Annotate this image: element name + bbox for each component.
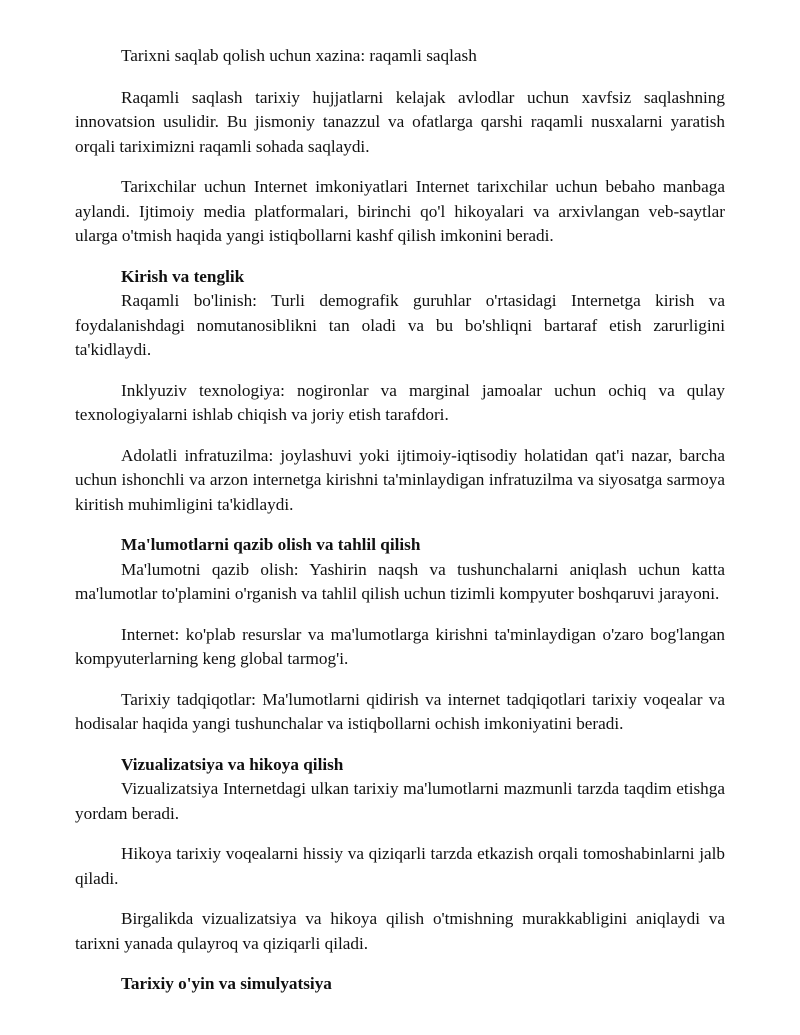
section-paragraph: Internet: ko'plab resurslar va ma'lumotlarga kirishni ta'minlaydigan o'zaro bog'langan kompyuterlarning keng global tarmog'i. <box>75 624 725 668</box>
document-page <box>75 44 725 997</box>
section-heading: Ma'lumotlarni qazib olish va tahlil qilish <box>121 535 421 554</box>
section-paragraph: Vizualizatsiya Internetdagi ulkan tarixiy ma'lumotlarni mazmunli tarzda taqdim etishga yordam beradi. <box>75 779 725 823</box>
intro-paragraph-2: Tarixchilar uchun Internet imkoniyatlari Internet tarixchilar uchun bebaho manbaga aylandi. Ijtimoiy media platformalari, birinchi qo'l hikoyalari va arxivlangan veb-saytlar ularga o'tmish haqida yangi istiqbollarni kashf qilish imkonini beradi. <box>75 177 725 245</box>
section-paragraph: Raqamli bo'linish: Turli demografik guruhlar o'rtasidagi Internetga kirish va foydalanishdagi nomutanosiblikni tan oladi va bu bo'shliqni bartaraf etish zarurligini ta'kidlaydi. <box>75 291 725 359</box>
section-paragraph: Tarixiy tadqiqotlar: Ma'lumotlarni qidirish va internet tadqiqotlari tarixiy voqealar va hodisalar haqida yangi tushunchalar va istiqbollarni ochish imkoniyatini beradi. <box>75 689 725 733</box>
section-paragraph: Ma'lumotni qazib olish: Yashirin naqsh va tushunchalarni aniqlash uchun katta ma'lumotlar to'plamini o'rganish va tahlil qilish uchun tizimli kompyuter boshqaruvi jarayoni. <box>75 559 725 603</box>
section-kirish-va-tenglik <box>75 265 725 518</box>
section-paragraph: Adolatli infratuzilma: joylashuvi yoki ijtimoiy-iqtisodiy holatidan qat'i nazar, barcha uchun ishonchli va arzon internetga kirishni ta'minlaydigan infratuzilma va siyosatga sarmoya kiritish muhimligini ta'kidlaydi. <box>75 445 725 514</box>
section-paragraph: Hikoya tarixiy voqealarni hissiy va qiziqarli tarzda etkazish orqali tomoshabinlarni jalb qiladi. <box>75 844 725 888</box>
section-malumotlarni-qazib-olish <box>75 533 725 737</box>
section-vizualizatsiya-va-hikoya <box>75 753 725 957</box>
document-title-line: Tarixni saqlab qolish uchun xazina: raqamli saqlash <box>121 46 477 65</box>
section-heading: Tarixiy o'yin va simulyatsiya <box>121 974 332 993</box>
section-paragraph: Inklyuziv texnologiya: nogironlar va marginal jamoalar uchun ochiq va qulay texnologiyalarni ishlab chiqish va joriy etish tarafdori. <box>75 380 725 424</box>
section-paragraph: Birgalikda vizualizatsiya va hikoya qilish o'tmishning murakkabligini aniqlaydi va tarixni yanada qulayroq va qiziqarli qiladi. <box>75 909 725 953</box>
section-heading: Vizualizatsiya va hikoya qilish <box>121 754 344 774</box>
section-tarixiy-oyin-va-simulyatsiya <box>75 972 725 997</box>
intro-paragraph-1: Raqamli saqlash tarixiy hujjatlarni kelajak avlodlar uchun xavfsiz saqlashning innovatsion usulidir. Bu jismoniy tanazzul va ofatlarga qarshi raqamli nusxalarni yaratish orqali tariximizni raqamli sohada saqlaydi. <box>75 87 725 156</box>
section-heading: Kirish va tenglik <box>121 266 245 286</box>
